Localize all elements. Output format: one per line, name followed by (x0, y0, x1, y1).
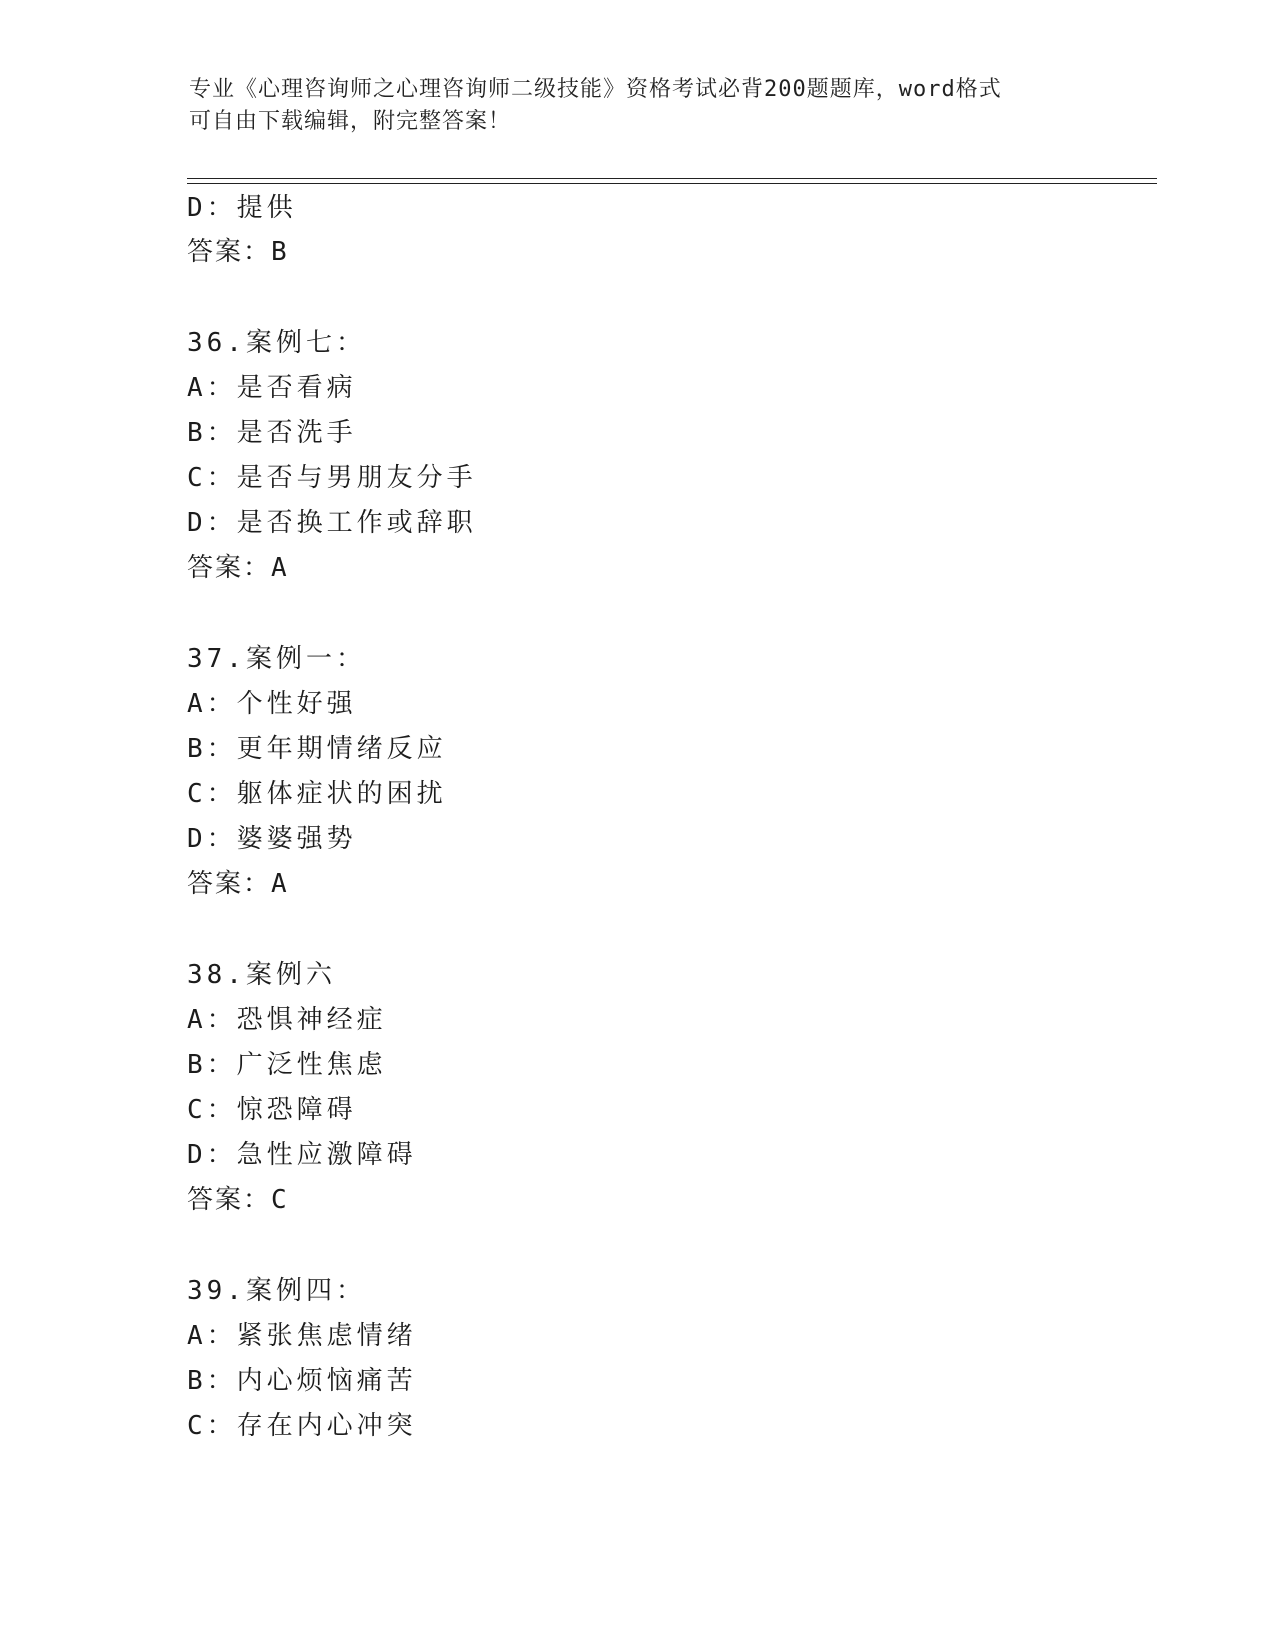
option-d: D：是否换工作或辞职 (187, 508, 477, 538)
answer-value: C (271, 1185, 288, 1215)
option-d: D：婆婆强势 (187, 824, 357, 854)
option-a: A：恐惧神经症 (187, 1005, 387, 1035)
header-line-2: 可自由下载编辑，附完整答案！ (189, 109, 512, 134)
document-header (189, 74, 1089, 138)
option-c: C：存在内心冲突 (187, 1411, 417, 1441)
answer-line (187, 1184, 288, 1216)
option-a: A：紧张焦虑情绪 (187, 1321, 417, 1351)
answer-label: 答案： (187, 1185, 272, 1215)
answer-line (187, 868, 288, 900)
answer-value: A (271, 553, 288, 583)
option-b: B：内心烦恼痛苦 (187, 1366, 417, 1396)
option-c: C：惊恐障碍 (187, 1095, 357, 1125)
question-title: 37.案例一： (187, 644, 366, 674)
answer-label: 答案： (187, 237, 272, 267)
option-b: B：广泛性焦虑 (187, 1050, 387, 1080)
option-c: C：躯体症状的困扰 (187, 779, 447, 809)
option-a: A：个性好强 (187, 689, 357, 719)
header-divider-bottom (187, 183, 1157, 184)
question-title: 38.案例六 (187, 960, 336, 990)
answer-label: 答案： (187, 869, 272, 899)
answer-line (187, 552, 288, 584)
answer-line (187, 236, 288, 268)
option-a: A：是否看病 (187, 373, 357, 403)
header-line-1: 专业《心理咨询师之心理咨询师二级技能》资格考试必背200题题库，word格式 (189, 77, 1002, 102)
option-b: B：更年期情绪反应 (187, 734, 447, 764)
header-divider-top (187, 178, 1157, 179)
option-d: D：急性应激障碍 (187, 1140, 417, 1170)
answer-value: A (271, 869, 288, 899)
option-d: D：提供 (187, 193, 297, 223)
answer-label: 答案： (187, 553, 272, 583)
answer-value: B (271, 237, 288, 267)
option-c: C：是否与男朋友分手 (187, 463, 477, 493)
option-b: B：是否洗手 (187, 418, 357, 448)
question-title: 39.案例四： (187, 1276, 366, 1306)
question-title: 36.案例七： (187, 328, 366, 358)
